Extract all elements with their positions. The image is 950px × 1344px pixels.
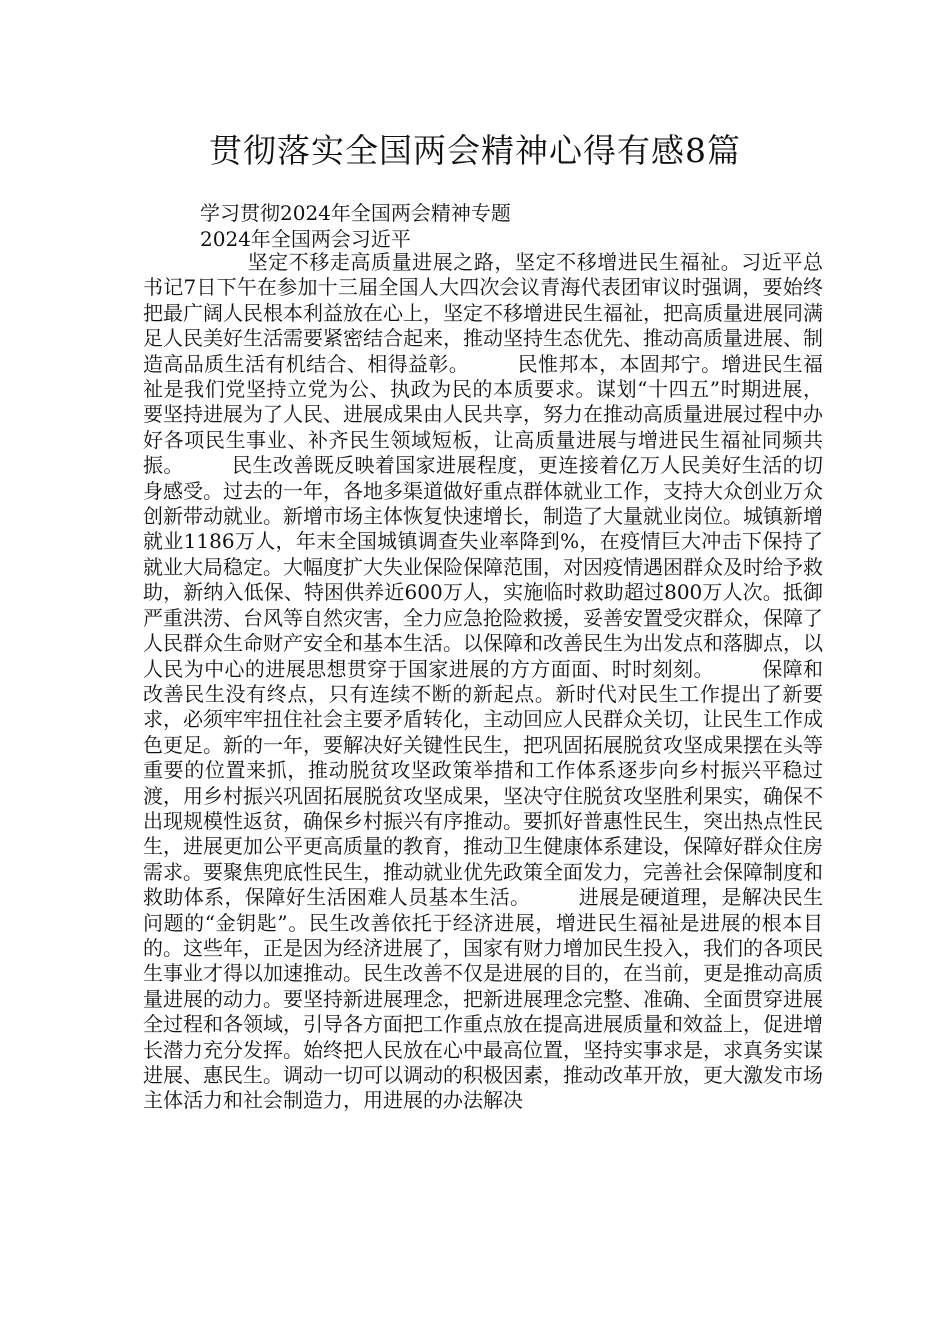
document-subtitle-topic: 学习贯彻2024年全国两会精神专题 [200,201,511,225]
document-body [143,250,823,1114]
paragraph-5: 进展是硬道理，是解决民生问题的“金钥匙”。民生改善依托于经济进展，增进民生福祉是进展的根本目的。这些年，正是因为经济进展了，国家有财力增加民生投入，我们的各项民生事业才得以加速推动。民生改善不仅是进展的目的，在当前，更是推动高质量进展的动力。要坚持新进展理念，把新进展理念完整、准确、全面贯穿进展全过程和各领域，引导各方面把工作重点放在提高进展质量和效益上，促进增长潜力充分发挥。始终把人民放在心中最高位置，坚持实事求是，求真务实谋进展、惠民生。调动一切可以调动的积极因素，推动改革开放，更大激发市场主体活力和社会制造力，用进展的办法解决 [143,885,824,1113]
paragraph-2: 民惟邦本，本固邦宁。增进民生福祉是我们党坚持立党为公、执政为民的本质要求。谋划“十四五”时期进展，要坚持进展为了人民、进展成果由人民共享，努力在推动高质量进展过程中办好各项民生事业、补齐民生领域短板，让高质量进展与增进民生福祉同频共振。 [143,351,824,478]
paragraph-1: 坚定不移走高质量进展之路，坚定不移增进民生福祉。习近平总书记7日下午在参加十三届全国人大四次会议青海代表团审议时强调，要始终把最广阔人民根本利益放在心上，坚定不移增进民生福祉，把高质量进展同满足人民美好生活需要紧密结合起来，推动坚持生态优先、推动高质量进展、制造高品质生活有机结合、相得益彰。 [143,250,823,376]
document-title: 贯彻落实全国两会精神心得有感8篇 [209,131,741,170]
paragraph-3: 民生改善既反映着国家进展程度，更连接着亿万人民美好生活的切身感受。过去的一年，各地多渠道做好重点群体就业工作，支持大众创业万众创新带动就业。新增市场主体恢复快速增长，制造了大量就业岗位。城镇新增就业1186万人，年末全国城镇调查失业率降到%，在疫情巨大冲击下保持了就业大局稳定。大幅度扩大失业保险保障范围，对因疫情遇困群众及时给予救助，新纳入低保、特困供养近600万人，实施临时救助超过800万人次。抵御严重洪涝、台风等自然灾害，全力应急抢险救援，妥善安置受灾群众，保障了人民群众生命财产安全和基本生活。以保障和改善民生为出发点和落脚点，以人民为中心的进展思想贯穿于国家进展的方方面面、时时刻刻。 [143,453,824,681]
document-subtitle-source: 2024年全国两会习近平 [200,227,411,251]
paragraph-4: 保障和改善民生没有终点，只有连续不断的新起点。新时代对民生工作提出了新要求，必须牢牢扭住社会主要矛盾转化，主动回应人民群众关切，让民生工作成色更足。新的一年，要解决好关键性民生，把巩固拓展脱贫攻坚成果摆在头等重要的位置来抓，推动脱贫攻坚政策举措和工作体系逐步向乡村振兴平稳过渡，用乡村振兴巩固拓展脱贫攻坚成果，坚决守住脱贫攻坚胜利果实，确保不出现规模性返贫，确保乡村振兴有序推动。要抓好普惠性民生，突出热点性民生，进展更加公平更高质量的教育，推动卫生健康体系建设，保障好群众住房需求。要聚焦兜底性民生，推动就业优先政策全面发力，完善社会保障制度和救助体系，保障好生活困难人员基本生活。 [143,656,824,910]
